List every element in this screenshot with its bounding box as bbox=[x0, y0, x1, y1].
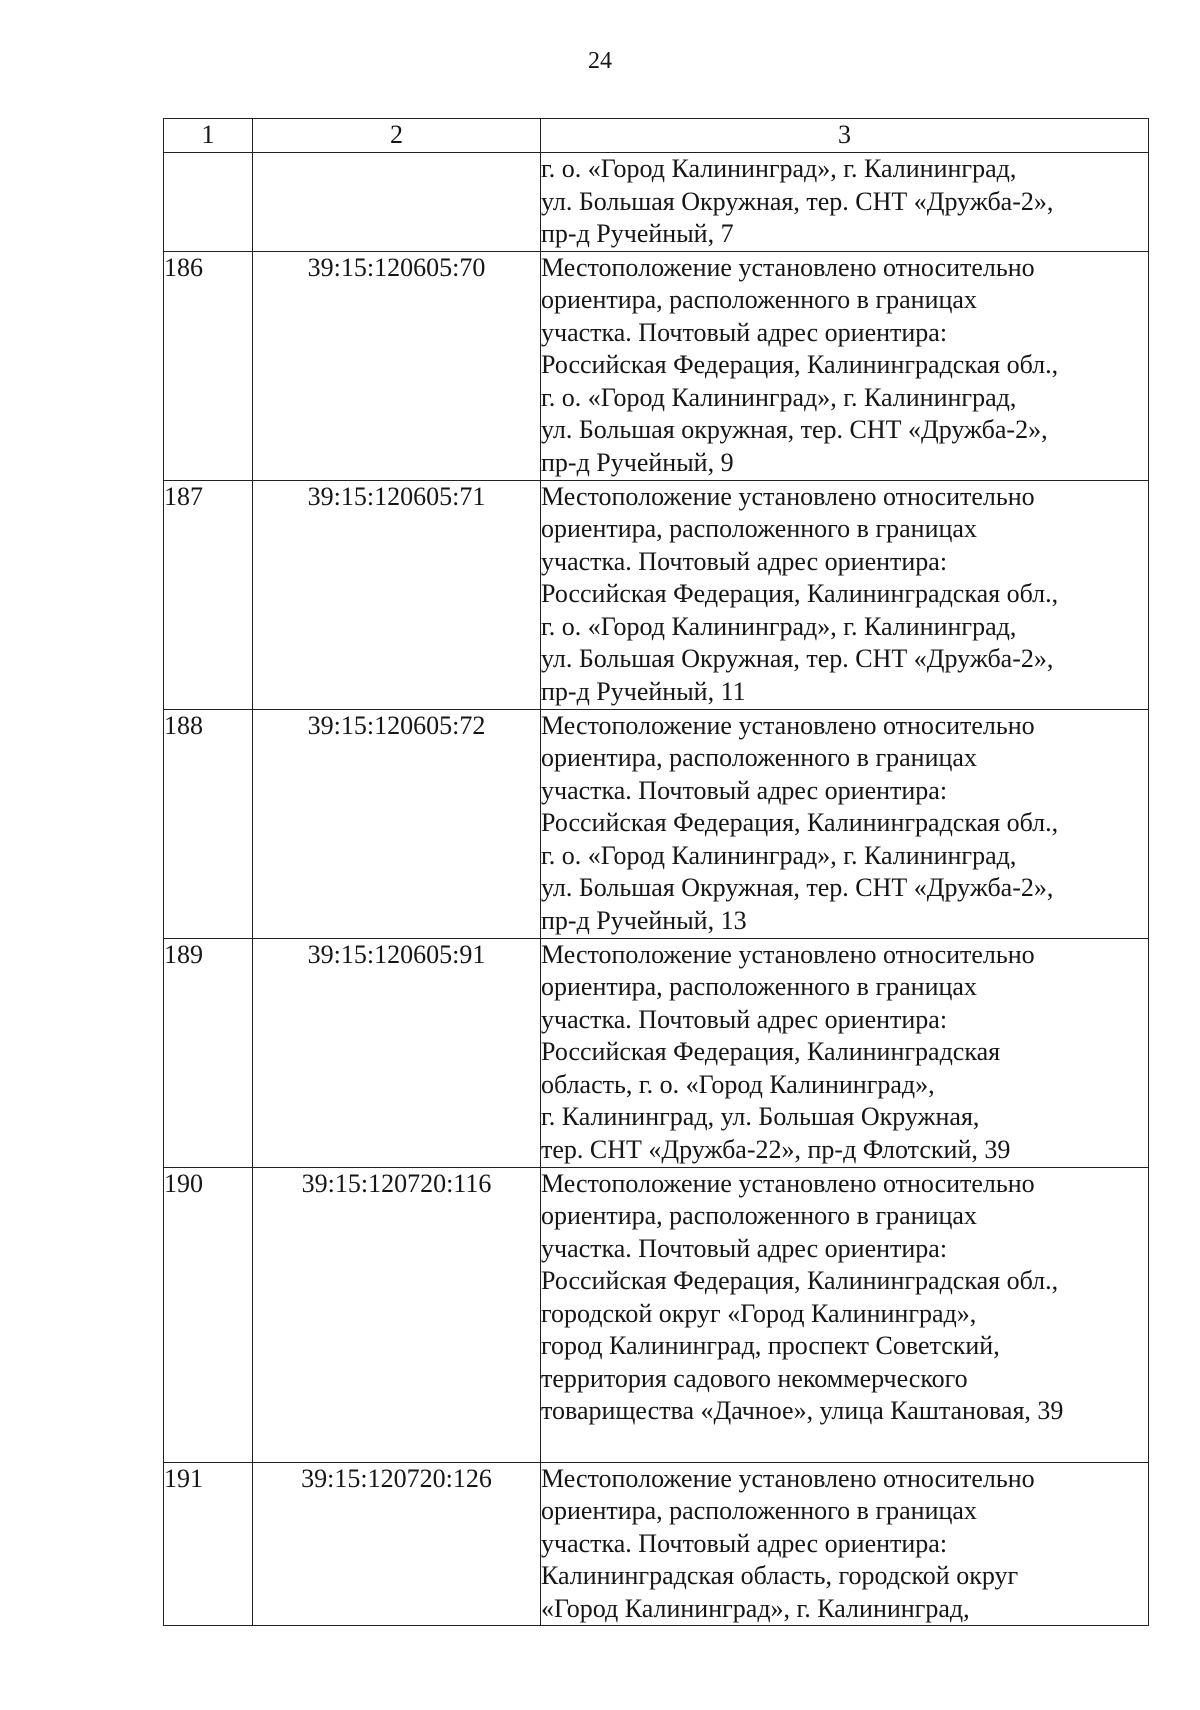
address-line: Калининградская область, городской округ bbox=[541, 1561, 1019, 1590]
cadastral-number: 39:15:120720:126 bbox=[253, 1462, 541, 1626]
cadastral-number: 39:15:120720:116 bbox=[253, 1167, 541, 1462]
row-number: 191 bbox=[164, 1462, 253, 1626]
table-row bbox=[164, 251, 1149, 480]
address-line: участка. Почтовый адрес ориентира: bbox=[541, 1528, 948, 1558]
address-line: участка. Почтовый адрес ориентира: bbox=[541, 1004, 948, 1034]
address-line: участка. Почтовый адрес ориентира: bbox=[541, 546, 948, 576]
address-line: ориентира, расположенного в границах bbox=[541, 743, 977, 772]
address-line: городской округ «Город Калининград», bbox=[541, 1298, 977, 1328]
row-number: 186 bbox=[164, 251, 253, 480]
table-row bbox=[164, 1167, 1149, 1462]
cadastral-number: 39:15:120605:72 bbox=[253, 709, 541, 938]
address-line: Российская Федерация, Калининградская обл., bbox=[541, 1266, 1059, 1295]
address-line: ул. Большая Окружная, тер. СНТ «Дружба-2», bbox=[541, 873, 1054, 902]
column-header-address: 3 bbox=[541, 119, 1149, 153]
column-header-number: 1 bbox=[164, 119, 253, 153]
address-line: территория садового некоммерческого bbox=[541, 1363, 968, 1393]
address-line: Местоположение установлено относительно bbox=[541, 939, 1035, 969]
table-row bbox=[164, 938, 1149, 1167]
row-number: 188 bbox=[164, 709, 253, 938]
cadastral-number bbox=[253, 153, 541, 252]
address-cell bbox=[541, 480, 1149, 709]
address-line: г. Калининград, ул. Большая Окружная, bbox=[541, 1102, 980, 1131]
row-number bbox=[164, 153, 253, 252]
address-line: ул. Большая окружная, тер. СНТ «Дружба-2», bbox=[541, 415, 1048, 444]
address-line: тер. СНТ «Дружба-22», пр-д Флотский, 39 bbox=[541, 1134, 1011, 1164]
address-line: Российская Федерация, Калининградская bbox=[541, 1037, 1001, 1066]
cadastral-number: 39:15:120605:70 bbox=[253, 251, 541, 480]
address-line: ул. Большая Окружная, тер. СНТ «Дружба-2», bbox=[541, 186, 1054, 216]
address-cell bbox=[541, 938, 1149, 1167]
address-line: ориентира, расположенного в границах bbox=[541, 285, 977, 314]
address-line: пр-д Ручейный, 7 bbox=[541, 219, 734, 248]
address-line: ориентира, расположенного в границах bbox=[541, 972, 977, 1001]
address-line: г. о. «Город Калининград», г. Калининград, bbox=[541, 154, 1017, 183]
row-number: 187 bbox=[164, 480, 253, 709]
address-line: Местоположение установлено относительно bbox=[541, 1168, 1035, 1198]
address-line: «Город Калининград», г. Калининград, bbox=[541, 1593, 970, 1623]
row-number: 190 bbox=[164, 1167, 253, 1462]
cadastral-number: 39:15:120605:91 bbox=[253, 938, 541, 1167]
address-line: Местоположение установлено относительно bbox=[541, 481, 1035, 511]
table-row bbox=[164, 480, 1149, 709]
table-row bbox=[164, 153, 1149, 252]
row-number: 189 bbox=[164, 938, 253, 1167]
address-line: ориентира, расположенного в границах bbox=[541, 514, 977, 543]
address-line: пр-д Ручейный, 11 bbox=[541, 676, 746, 706]
address-line: пр-д Ручейный, 13 bbox=[541, 905, 747, 935]
address-line: г. о. «Город Калининград», г. Калининград, bbox=[541, 611, 1017, 641]
land-plot-table bbox=[163, 118, 1149, 1626]
address-line: пр-д Ручейный, 9 bbox=[541, 447, 734, 477]
address-cell bbox=[541, 153, 1149, 252]
address-line: Местоположение установлено относительно bbox=[541, 710, 1035, 740]
address-line: г. о. «Город Калининград», г. Калининград, bbox=[541, 382, 1017, 412]
header-row bbox=[164, 119, 1149, 153]
page-number: 24 bbox=[588, 48, 612, 74]
address-line: ориентира, расположенного в границах bbox=[541, 1496, 977, 1525]
table-row bbox=[164, 1462, 1149, 1626]
address-line: Местоположение установлено относительно bbox=[541, 252, 1035, 282]
table-row bbox=[164, 709, 1149, 938]
address-line: Российская Федерация, Калининградская обл., bbox=[541, 808, 1059, 837]
cadastral-number: 39:15:120605:71 bbox=[253, 480, 541, 709]
address-line: ориентира, расположенного в границах bbox=[541, 1201, 977, 1230]
address-line: участка. Почтовый адрес ориентира: bbox=[541, 317, 948, 347]
address-line: город Калининград, проспект Советский, bbox=[541, 1331, 1000, 1360]
address-cell bbox=[541, 1462, 1149, 1626]
address-line: область, г. о. «Город Калининград», bbox=[541, 1069, 935, 1099]
column-header-cadastral: 2 bbox=[253, 119, 541, 153]
address-line: участка. Почтовый адрес ориентира: bbox=[541, 775, 948, 805]
address-line: Российская Федерация, Калининградская обл., bbox=[541, 350, 1059, 379]
address-line: Местоположение установлено относительно bbox=[541, 1463, 1035, 1493]
address-cell bbox=[541, 709, 1149, 938]
address-line: Российская Федерация, Калининградская обл., bbox=[541, 579, 1059, 608]
address-line: участка. Почтовый адрес ориентира: bbox=[541, 1233, 948, 1263]
address-line: товарищества «Дачное», улица Каштановая, 39 bbox=[541, 1396, 1064, 1425]
address-line: г. о. «Город Калининград», г. Калининград, bbox=[541, 840, 1017, 870]
address-line: ул. Большая Окружная, тер. СНТ «Дружба-2», bbox=[541, 644, 1054, 673]
address-cell bbox=[541, 1167, 1149, 1462]
address-cell bbox=[541, 251, 1149, 480]
